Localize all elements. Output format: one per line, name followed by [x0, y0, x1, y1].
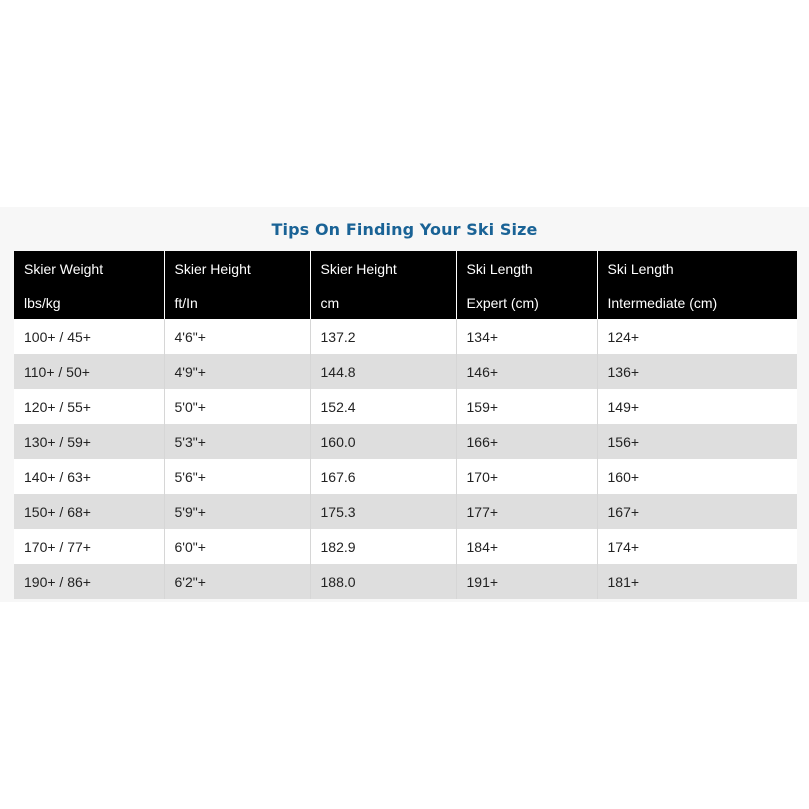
table-row	[14, 354, 797, 389]
cell-weight: 140+ / 63+	[14, 459, 164, 494]
cell-length-intermediate: 124+	[597, 319, 797, 354]
cell-length-intermediate: 174+	[597, 529, 797, 564]
table-row	[14, 389, 797, 424]
table-row	[14, 494, 797, 529]
cell-weight: 110+ / 50+	[14, 354, 164, 389]
cell-height-ft: 5'9"+	[164, 494, 310, 529]
cell-weight: 170+ / 77+	[14, 529, 164, 564]
cell-height-cm: 144.8	[310, 354, 456, 389]
header-ski-length-intermediate: Ski Length Intermediate (cm)	[597, 251, 797, 319]
cell-length-intermediate: 167+	[597, 494, 797, 529]
cell-weight: 120+ / 55+	[14, 389, 164, 424]
cell-length-intermediate: 160+	[597, 459, 797, 494]
cell-height-ft: 4'9"+	[164, 354, 310, 389]
table-row	[14, 529, 797, 564]
cell-weight: 190+ / 86+	[14, 564, 164, 599]
cell-length-expert: 191+	[456, 564, 597, 599]
cell-height-ft: 5'6"+	[164, 459, 310, 494]
cell-height-ft: 5'3"+	[164, 424, 310, 459]
cell-height-ft: 6'2"+	[164, 564, 310, 599]
table-row	[14, 319, 797, 354]
cell-length-intermediate: 136+	[597, 354, 797, 389]
cell-length-expert: 177+	[456, 494, 597, 529]
cell-height-cm: 188.0	[310, 564, 456, 599]
cell-weight: 150+ / 68+	[14, 494, 164, 529]
cell-height-cm: 160.0	[310, 424, 456, 459]
header-row	[14, 251, 797, 319]
header-skier-height-ft: Skier Height ft/In	[164, 251, 310, 319]
cell-height-ft: 6'0"+	[164, 529, 310, 564]
table-row	[14, 564, 797, 599]
cell-length-expert: 184+	[456, 529, 597, 564]
chart-title: Tips On Finding Your Ski Size	[271, 220, 538, 239]
ski-size-table	[14, 251, 797, 599]
header-skier-weight: Skier Weight lbs/kg	[14, 251, 164, 319]
cell-height-cm: 152.4	[310, 389, 456, 424]
cell-length-expert: 134+	[456, 319, 597, 354]
cell-weight: 130+ / 59+	[14, 424, 164, 459]
header-skier-height-cm: Skier Height cm	[310, 251, 456, 319]
cell-length-expert: 170+	[456, 459, 597, 494]
header-ski-length-expert: Ski Length Expert (cm)	[456, 251, 597, 319]
table-row	[14, 459, 797, 494]
cell-weight: 100+ / 45+	[14, 319, 164, 354]
cell-height-cm: 137.2	[310, 319, 456, 354]
table-row	[14, 424, 797, 459]
cell-height-ft: 5'0"+	[164, 389, 310, 424]
cell-length-expert: 166+	[456, 424, 597, 459]
cell-length-intermediate: 149+	[597, 389, 797, 424]
cell-length-expert: 159+	[456, 389, 597, 424]
cell-height-cm: 167.6	[310, 459, 456, 494]
cell-length-intermediate: 156+	[597, 424, 797, 459]
cell-height-cm: 175.3	[310, 494, 456, 529]
cell-length-intermediate: 181+	[597, 564, 797, 599]
cell-height-cm: 182.9	[310, 529, 456, 564]
cell-length-expert: 146+	[456, 354, 597, 389]
cell-height-ft: 4'6"+	[164, 319, 310, 354]
